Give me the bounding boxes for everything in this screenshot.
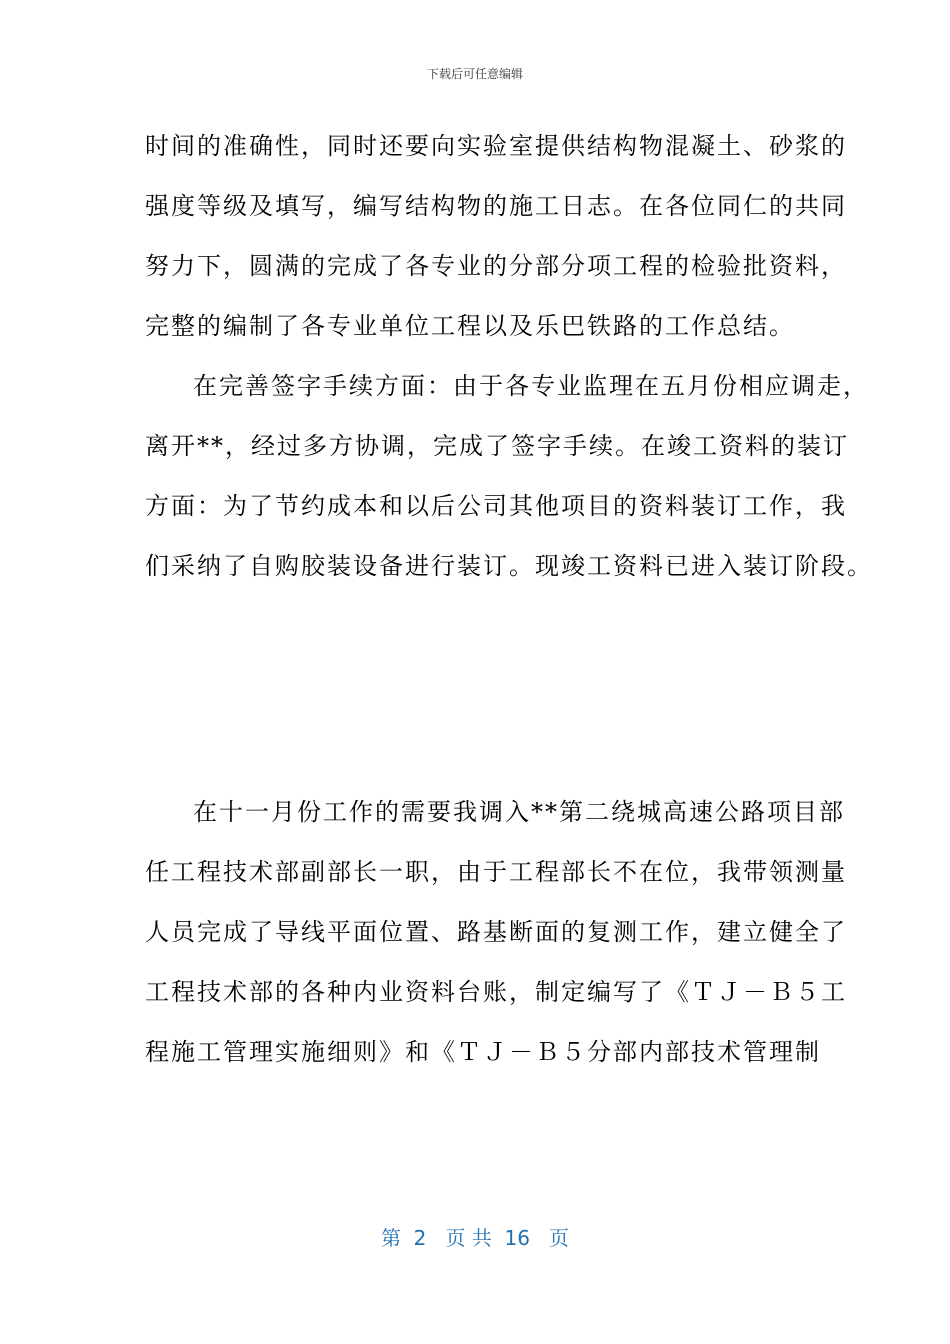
text-line: 完整的编制了各专业单位工程以及乐巴铁路的工作总结。 <box>145 312 795 340</box>
text-line: 程施工管理实施细则》和《ＴＪ－Ｂ５分部内部技术管理制 <box>145 1038 821 1066</box>
text-line: 时间的准确性，同时还要向实验室提供结构物混凝土、砂浆的 <box>145 132 847 160</box>
page-number-footer: 第 2 页 共 16 页 <box>380 1226 570 1250</box>
text-line: 工程技术部的各种内业资料台账，制定编写了《ＴＪ－Ｂ５工 <box>145 978 847 1006</box>
text-line: 们采纳了自购胶装设备进行装订。现竣工资料已进入装订阶段。 <box>145 552 873 580</box>
text-line-indented: 在十一月份工作的需要我调入**第二绕城高速公路项目部 <box>193 798 845 826</box>
text-line-indented: 在完善签字手续方面：由于各专业监理在五月份相应调走， <box>193 372 869 400</box>
text-line: 强度等级及填写，编写结构物的施工日志。在各位同仁的共同 <box>145 192 847 220</box>
text-line: 人员完成了导线平面位置、路基断面的复测工作，建立健全了 <box>145 918 847 946</box>
body-paragraph-group-2 <box>145 782 847 1082</box>
text-line: 离开**，经过多方协调，完成了签字手续。在竣工资料的装订 <box>145 432 849 460</box>
text-line: 任工程技术部副部长一职，由于工程部长不在位，我带领测量 <box>145 858 847 886</box>
body-paragraph-group-1 <box>145 116 873 596</box>
text-line: 努力下，圆满的完成了各专业的分部分项工程的检验批资料， <box>145 252 847 280</box>
header-note: 下载后可任意编辑 <box>426 67 523 81</box>
text-line: 方面：为了节约成本和以后公司其他项目的资料装订工作，我 <box>145 492 847 520</box>
